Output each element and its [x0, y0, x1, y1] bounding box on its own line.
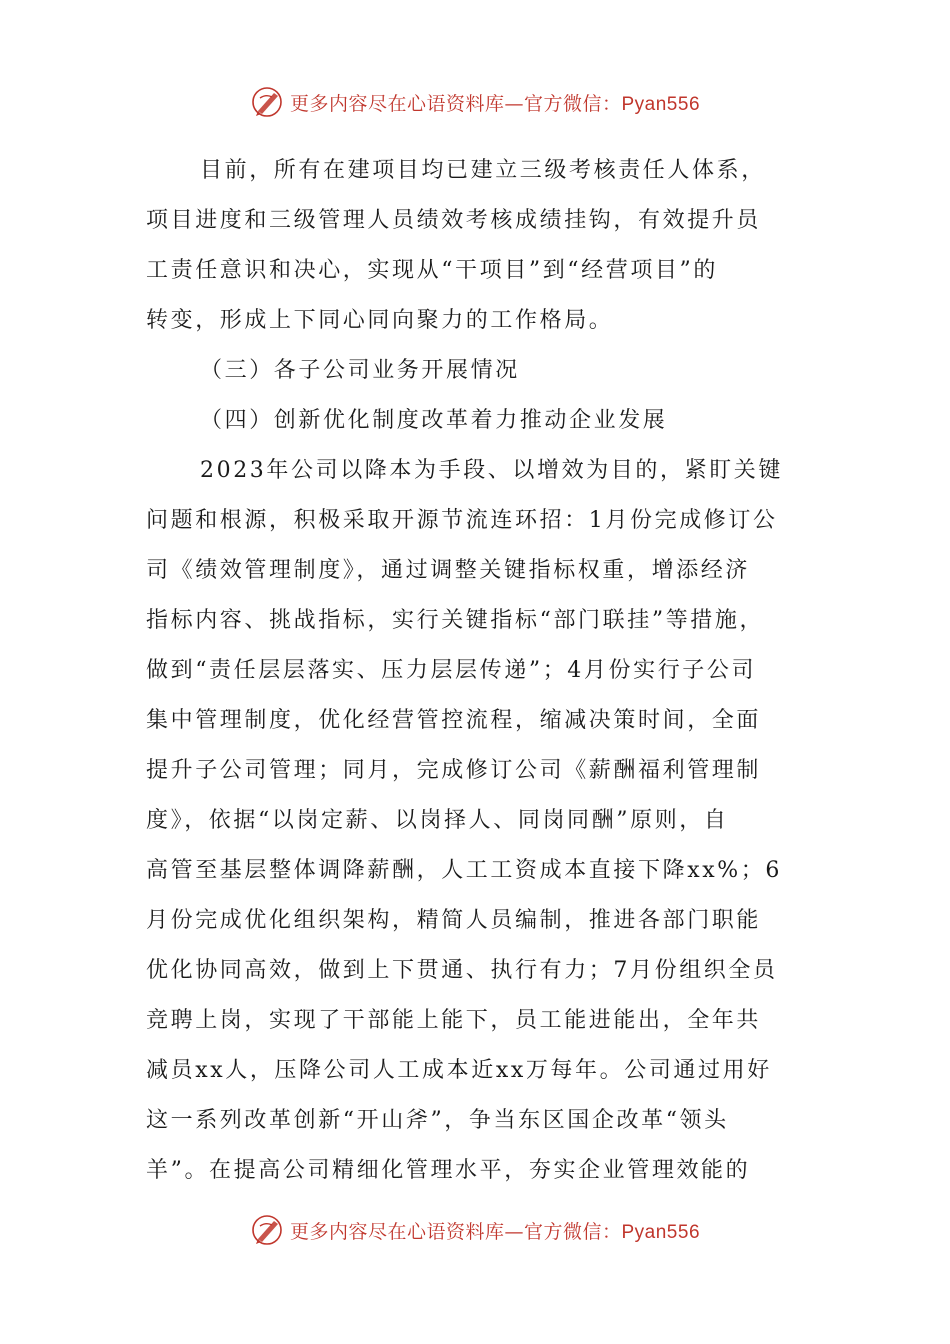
paragraph-line: 2023年公司以降本为手段、以增效为目的，紧盯关键 [200, 458, 783, 483]
paragraph-line: 羊”。在提高公司精细化管理水平，夯实企业管理效能的 [146, 1158, 751, 1183]
paragraph-line: 做到“责任层层落实、压力层层传递”；4月份实行子公司 [146, 658, 757, 683]
paragraph-line: 项目进度和三级管理人员绩效考核成绩挂钩，有效提升员 [146, 208, 762, 233]
paragraph-line: 月份完成优化组织架构，精简人员编制，推进各部门职能 [146, 908, 762, 933]
footer-watermark-banner [0, 1210, 950, 1250]
banner-text: 更多内容尽在心语资料库—官方微信：Pyan556 [289, 1220, 701, 1243]
pen-logo-icon [250, 1212, 286, 1248]
paragraph-line: 转变，形成上下同心同向聚力的工作格局。 [146, 308, 614, 333]
paragraph-line: 目前，所有在建项目均已建立三级考核责任人体系， [200, 158, 766, 183]
paragraph-line: 优化协同高效，做到上下贯通、执行有力；7月份组织全员 [146, 958, 778, 983]
section-heading: （四）创新优化制度改革着力推动企业发展 [200, 408, 668, 433]
document-body [146, 146, 806, 1196]
paragraph-line: 工责任意识和决心，实现从“干项目”到“经营项目”的 [146, 258, 718, 283]
banner-text: 更多内容尽在心语资料库—官方微信：Pyan556 [289, 92, 701, 115]
header-watermark-banner [0, 82, 950, 122]
paragraph-line: 高管至基层整体调降薪酬，人工工资成本直接下降xx%；6 [146, 858, 782, 883]
paragraph-line: 度》，依据“以岗定薪、以岗择人、同岗同酬”原则，自 [146, 808, 729, 833]
paragraph-line: 这一系列改革创新“开山斧”，争当东区国企改革“领头 [146, 1108, 729, 1133]
paragraph-line: 集中管理制度，优化经营管控流程，缩减决策时间，全面 [146, 708, 762, 733]
paragraph-line: 提升子公司管理；同月，完成修订公司《薪酬福利管理制 [146, 758, 762, 783]
pen-logo-icon [250, 84, 286, 120]
paragraph-line: 指标内容、挑战指标，实行关键指标“部门联挂”等措施， [146, 608, 765, 633]
paragraph-line: 减员xx人，压降公司人工成本近xx万每年。公司通过用好 [146, 1058, 772, 1083]
paragraph-line: 问题和根源，积极采取开源节流连环招：1月份完成修订公 [146, 508, 778, 533]
paragraph-line: 竞聘上岗，实现了干部能上能下，员工能进能出，全年共 [146, 1008, 762, 1033]
paragraph-line: 司《绩效管理制度》，通过调整关键指标权重，增添经济 [146, 558, 751, 583]
section-heading: （三）各子公司业务开展情况 [200, 358, 520, 383]
